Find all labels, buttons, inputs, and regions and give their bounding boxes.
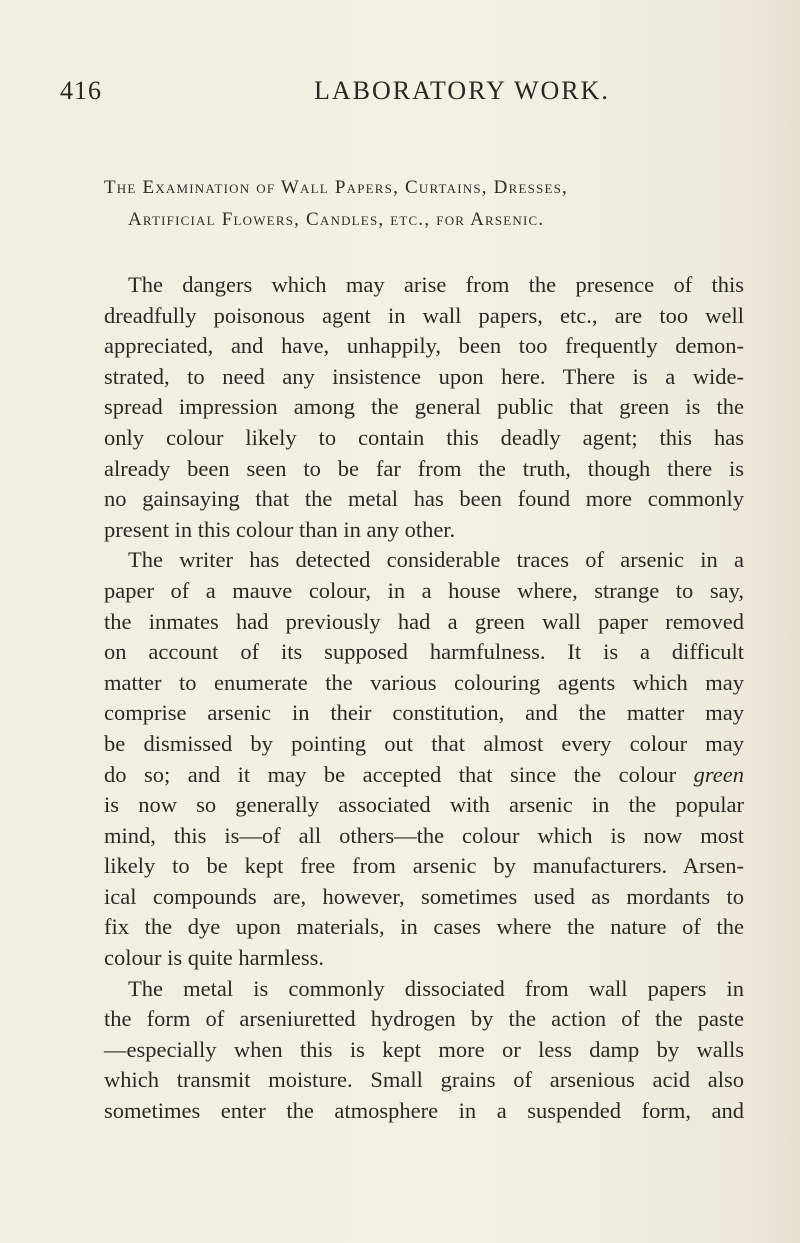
section-heading-line-2: Artificial Flowers, Candles, etc., for Arsenic.: [128, 209, 545, 230]
text-line: strated, to need any insistence upon here. There is a wide-: [104, 363, 744, 389]
text-line: The writer has detected considerable traces of arsenic in a: [128, 547, 744, 573]
text-line: dreadfully poisonous agent in wall papers, etc., are too well: [104, 302, 744, 328]
italic-word-green: green: [693, 761, 745, 787]
text-line: comprise arsenic in their constitution, and the matter may: [104, 700, 744, 726]
text-line: no gainsaying that the metal has been found more commonly: [104, 486, 744, 512]
text-line: the form of arseniuretted hydrogen by the action of the paste: [104, 1006, 744, 1032]
text-line: which transmit moisture. Small grains of arsenious acid also: [104, 1067, 744, 1093]
text-line: the inmates had previously had a green wall paper removed: [104, 608, 744, 634]
text-line: mind, this is—of all others—the colour which is now most: [104, 822, 744, 848]
running-head: [60, 76, 740, 112]
text-line: matter to enumerate the various colouring agents which may: [104, 669, 744, 695]
text-line: The dangers which may arise from the presence of this: [128, 272, 744, 297]
text-line-with-italic: [104, 760, 744, 791]
text-segment: do so; and it may be accepted that since the colour: [104, 761, 677, 787]
text-line: The metal is commonly dissociated from wall papers in: [128, 975, 744, 1001]
text-line: spread impression among the general public that green is the: [104, 394, 744, 420]
text-line: be dismissed by pointing out that almost every colour may: [104, 730, 744, 756]
text-line: colour is quite harmless.: [104, 945, 324, 971]
section-heading: [104, 172, 754, 236]
text-line: present in this colour than in any other.: [104, 516, 456, 542]
text-line: appreciated, and have, unhappily, been too frequently demon-: [104, 333, 744, 359]
text-line: paper of a mauve colour, in a house where, strange to say,: [104, 577, 744, 603]
text-line: ical compounds are, however, sometimes used as mordants to: [104, 883, 744, 909]
text-line: only colour likely to contain this deadly agent; this has: [104, 424, 744, 450]
text-line: is now so generally associated with arsenic in the popular: [104, 792, 744, 818]
running-title: LABORATORY WORK.: [314, 76, 610, 105]
text-line: —especially when this is kept more or less damp by walls: [104, 1036, 744, 1062]
text-line: fix the dye upon materials, in cases where the nature of the: [104, 914, 744, 940]
text-line: already been seen to be far from the truth, though there is: [104, 455, 744, 481]
text-line: likely to be kept free from arsenic by manufacturers. Arsen-: [104, 853, 744, 879]
text-line: sometimes enter the atmosphere in a suspended form, and: [104, 1098, 744, 1124]
body-text: [104, 270, 744, 1127]
page-number: 416: [60, 76, 102, 105]
text-line: on account of its supposed harmfulness. It is a difficult: [104, 639, 744, 665]
section-heading-line-1: The Examination of Wall Papers, Curtains, Dresses,: [104, 177, 568, 198]
